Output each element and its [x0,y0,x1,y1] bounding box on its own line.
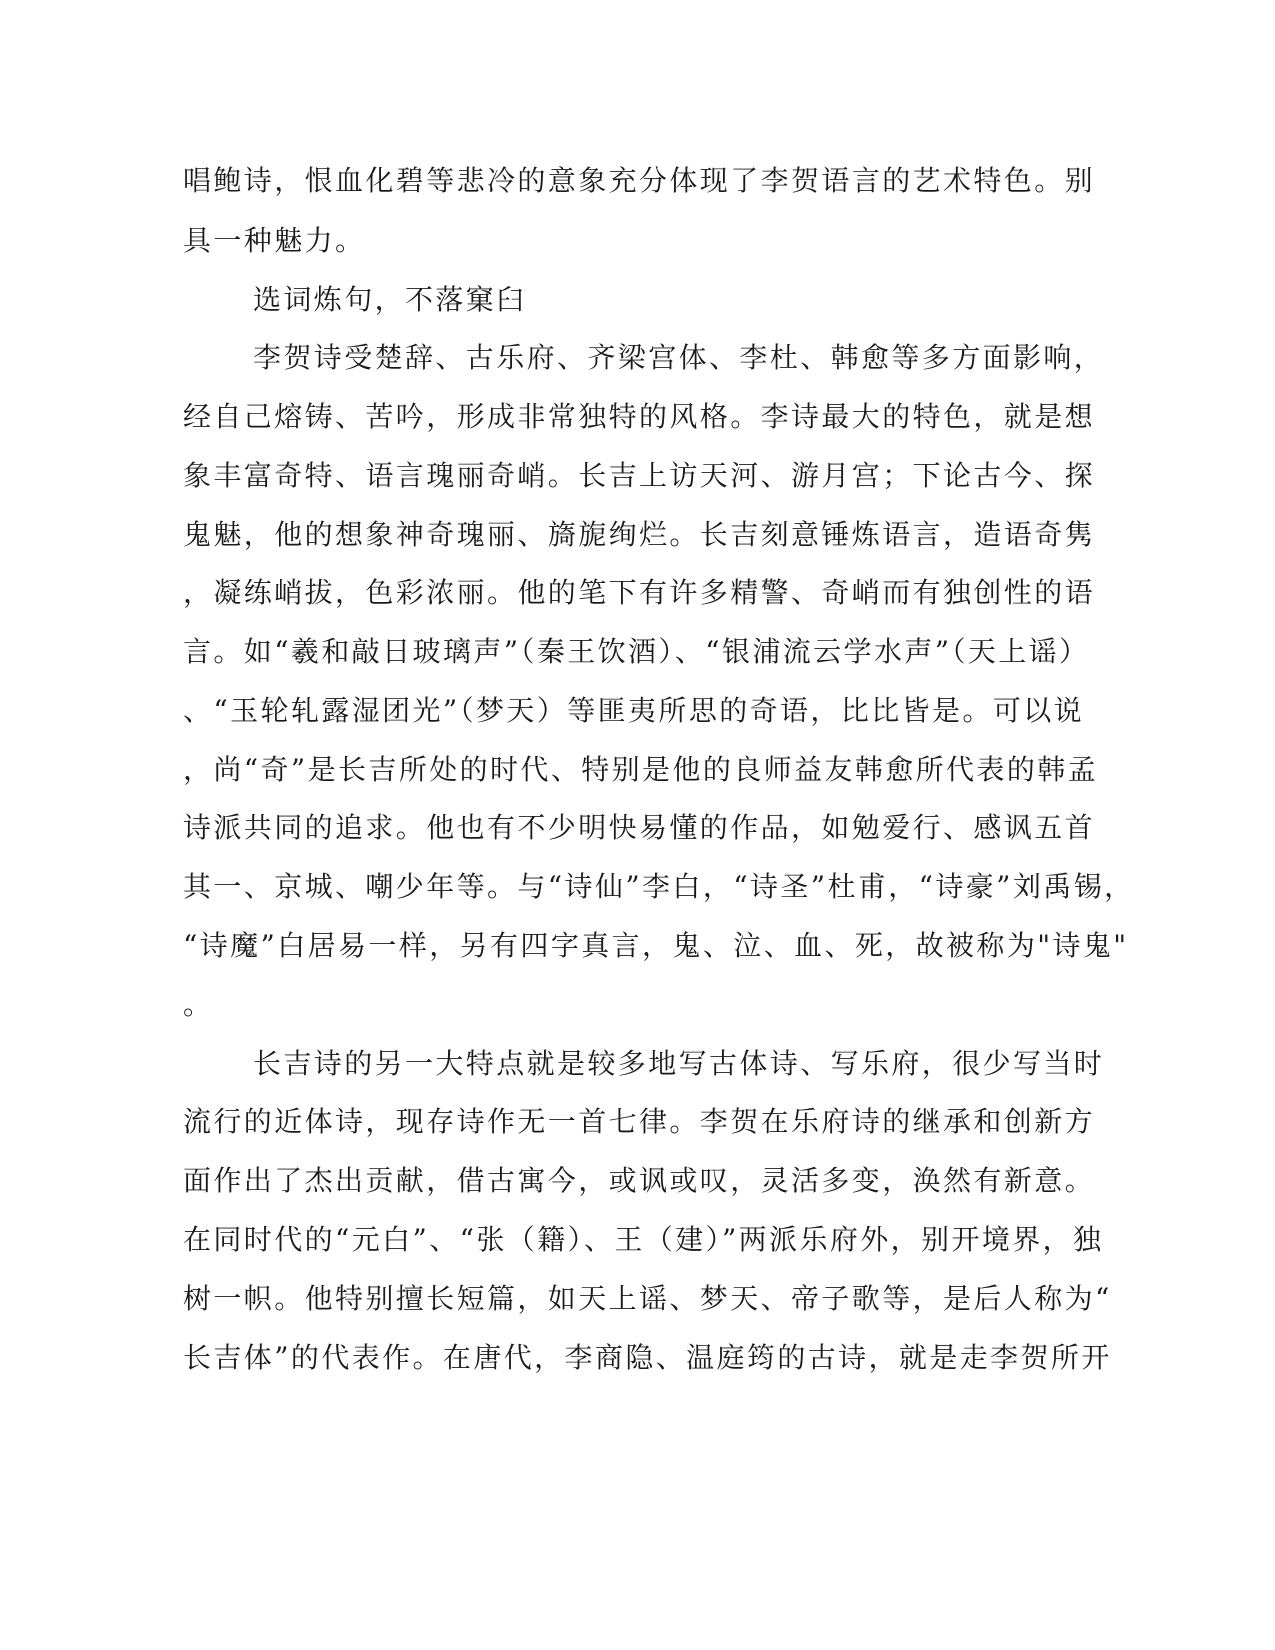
text-line: “诗魔”白居易一样，另有四字真言，鬼、泣、血、死，故被称为"诗鬼" [183,929,1129,962]
text-line: 唱鲍诗，恨血化碧等悲冷的意象充分体现了李贺语言的艺术特色。别 [183,164,1096,197]
text-line: 具一种魅力。 [183,224,366,257]
text-line: 言。如“羲和敲日玻璃声”（秦王饮酒）、“银浦流云学水声”（天上谣） [183,635,1090,668]
text-line: 鬼魅，他的想象神奇瑰丽、旖旎绚烂。长吉刻意锤炼语言，造语奇隽 [183,518,1096,551]
text-line: 树一帜。他特别擅长短篇，如天上谣、梦天、帝子歌等，是后人称为“ [183,1282,1112,1315]
text-line: 在同时代的“元白”、“张（籍）、王（建）”两派乐府外，别开境界，独 [183,1223,1104,1256]
text-line: 流行的近体诗，现存诗作无一首七律。李贺在乐府诗的继承和创新方 [183,1105,1096,1138]
text-line: 、“玉轮轧露湿团光”（梦天）等匪夷所思的奇语，比比皆是。可以说 [183,694,1085,727]
text-line: 李贺诗受楚辞、古乐府、齐梁宫体、李杜、韩愈等多方面影响， [253,341,1105,374]
text-line: ，尚“奇”是长吉所处的时代、特别是他的良师益友韩愈所代表的韩孟 [183,753,1099,786]
text-line: 其一、京城、嘲少年等。与“诗仙”李白，“诗圣”杜甫，“诗豪”刘禹锡， [183,870,1135,903]
text-line: 象丰富奇特、语言瑰丽奇峭。长吉上访天河、游月宫；下论古今、探 [183,459,1096,492]
text-line: 长吉体”的代表作。在唐代，李商隐、温庭筠的古诗，就是走李贺所开 [183,1341,1112,1374]
text-line: ，凝练峭拔，色彩浓丽。他的笔下有许多精警、奇峭而有独创性的语 [183,576,1096,609]
text-line: 经自己熔铸、苦吟，形成非常独特的风格。李诗最大的特色，就是想 [183,400,1096,433]
text-line: 面作出了杰出贡献，借古寓今，或讽或叹，灵活多变，涣然有新意。 [183,1164,1096,1197]
text-line: 诗派共同的追求。他也有不少明快易懂的作品，如勉爱行、感讽五首 [183,811,1096,844]
text-line: 长吉诗的另一大特点就是较多地写古体诗、写乐府，很少写当时 [253,1047,1105,1080]
section-heading: 选词炼句，不落窠臼 [253,283,527,316]
text-line: 。 [183,988,214,1021]
